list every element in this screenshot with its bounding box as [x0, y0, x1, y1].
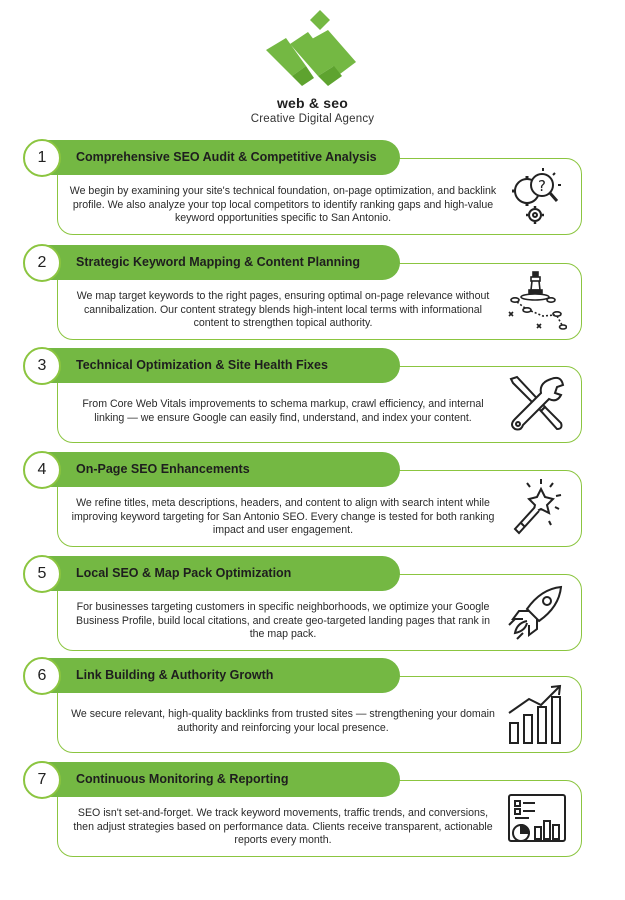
brand-logo [0, 10, 625, 125]
step-description: From Core Web Vitals improvements to schema markup, crawl efficiency, and internal linking — we ensure Google can easily find, understand, and index your content. [82, 398, 484, 424]
step-6 [0, 658, 625, 758]
step-title: On-Page SEO Enhancements [76, 462, 250, 476]
step-title: Technical Optimization & Site Health Fixes [76, 358, 328, 372]
step-title: Local SEO & Map Pack Optimization [76, 566, 292, 580]
step-title: Comprehensive SEO Audit & Competitive Analysis [76, 150, 377, 164]
svg-text:?: ? [538, 177, 546, 195]
web-seo-logo-icon [262, 10, 362, 96]
step-number: 7 [23, 761, 61, 799]
step-banner [40, 658, 400, 693]
rocket-icon [505, 581, 567, 643]
step-3 [0, 348, 625, 448]
step-number: 1 [23, 139, 61, 177]
strategy-chess-icon [505, 270, 567, 332]
step-banner [40, 348, 400, 383]
report-dashboard-icon [505, 787, 567, 849]
step-description: SEO isn't set-and-forget. We track keyword movements, traffic trends, and conversions, then adjust strategies based on performance data. Clients receive transparent, actionable reports every month. [73, 807, 493, 846]
step-4 [0, 452, 625, 552]
step-number: 5 [23, 555, 61, 593]
step-description: We map target keywords to the right pages, ensuring optimal on-page relevance without cannibalization. Our content strategy blends high-intent local terms with informational content to strengthen topical authority. [76, 290, 490, 329]
magic-wand-icon [505, 477, 567, 539]
step-title: Continuous Monitoring & Reporting [76, 772, 289, 786]
step-number: 6 [23, 657, 61, 695]
growth-chart-icon [505, 683, 567, 745]
step-banner [40, 556, 400, 591]
brand-tagline: Creative Digital Agency [250, 113, 375, 125]
step-5 [0, 556, 625, 656]
step-title: Strategic Keyword Mapping & Content Planning [76, 255, 361, 269]
step-number: 4 [23, 451, 61, 489]
brand-name: web & seo [276, 95, 349, 111]
step-banner [40, 140, 400, 175]
step-banner [40, 452, 400, 487]
step-title: Link Building & Authority Growth [76, 668, 274, 682]
step-1 [0, 140, 625, 240]
wrench-screwdriver-icon [505, 373, 567, 435]
step-banner [40, 762, 400, 797]
step-number: 3 [23, 347, 61, 385]
audit-gears-icon [505, 165, 567, 227]
step-2 [0, 245, 625, 345]
step-description: We secure relevant, high-quality backlinks from trusted sites — strengthening your domain authority and reinforcing your local presence. [71, 708, 495, 734]
step-7 [0, 762, 625, 862]
step-description: We begin by examining your site's technical foundation, on-page optimization, and backlink profile. We also analyze your top local competitors to identify ranking gaps and high-value keyword opportunities specific to San Antonio. [69, 185, 497, 224]
step-banner [40, 245, 400, 280]
step-description: We refine titles, meta descriptions, headers, and content to align with search intent while improving keyword targeting for San Antonio SEO. Every change is tested for both ranking impact and user engagement. [71, 497, 495, 536]
step-number: 2 [23, 244, 61, 282]
step-description: For businesses targeting customers in specific neighborhoods, we optimize your Google Business Profile, build local citations, and create geo-targeted landing pages that rank in the map pack. [76, 601, 490, 640]
